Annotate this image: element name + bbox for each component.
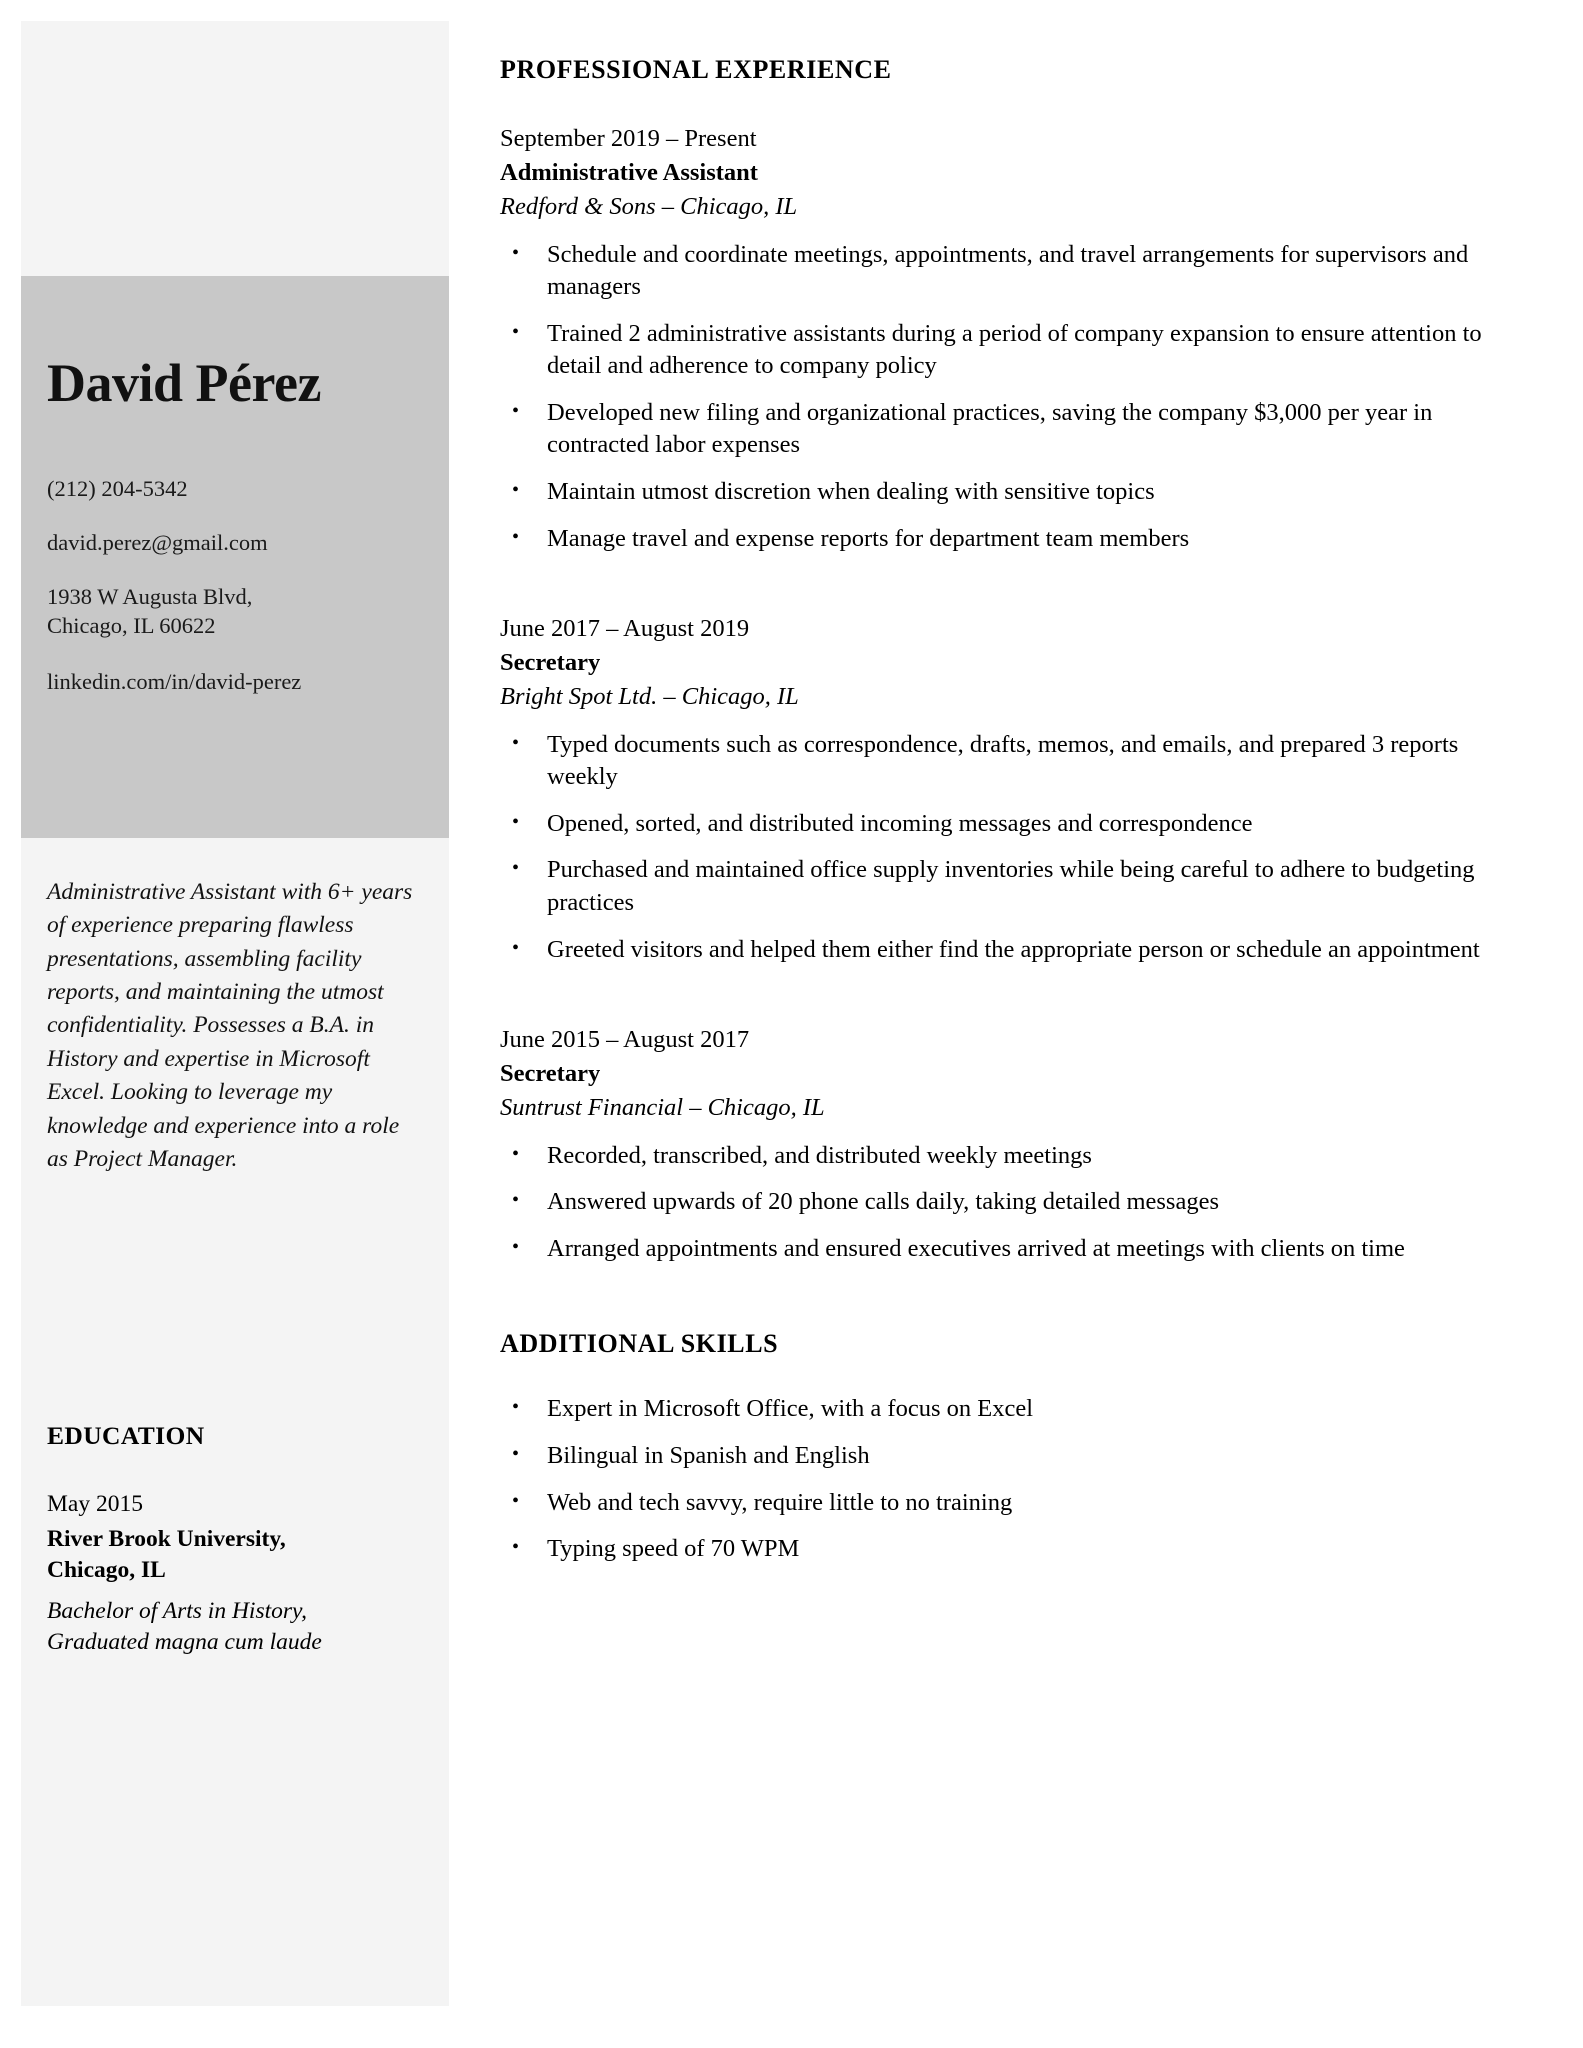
skill-bullet: • Expert in Microsoft Office, with a focus on Excel [500,1393,1500,1426]
degree-line-2: Graduated magna cum laude [47,1629,322,1656]
job-bullet-list [500,729,1500,966]
skill-bullet: • Web and tech savvy, require little to no training [500,1487,1500,1520]
job-company: Bright Spot Ltd. – Chicago, IL [500,682,799,710]
contact-address [47,583,423,641]
address-line-2: Chicago, IL 60622 [47,612,216,638]
experience-heading: PROFESSIONAL EXPERIENCE [500,55,892,84]
education-heading: EDUCATION [47,1421,205,1450]
contact-linkedin: linkedin.com/in/david-perez [47,668,302,694]
job-bullet: • Developed new filing and organizational practices, saving the company $3,000 per year in contracted labor expenses [500,397,1500,462]
job-bullet: • Recorded, transcribed, and distributed weekly meetings [500,1140,1500,1173]
skills-list [500,1393,1500,1565]
candidate-name: David Pérez [47,353,321,413]
job-bullet: • Purchased and maintained office supply inventories while being careful to adhere to budgeting practices [500,854,1500,919]
school-line-1: River Brook University, [47,1525,286,1552]
address-line-1: 1938 W Augusta Blvd, [47,583,253,609]
job-date: June 2015 – August 2017 [500,1026,750,1054]
job-company: Suntrust Financial – Chicago, IL [500,1093,825,1121]
education-date: May 2015 [47,1491,143,1517]
experience-entry [500,613,1500,966]
job-bullet-list [500,239,1500,556]
education-degree [47,1596,423,1659]
job-bullet: • Typed documents such as correspondence, drafts, memos, and emails, and prepared 3 reports weekly [500,729,1500,794]
sidebar [21,21,449,2006]
experience-entry [500,1024,1500,1265]
job-title: Administrative Assistant [500,158,758,186]
job-date: September 2019 – Present [500,125,757,152]
job-bullet: • Arranged appointments and ensured executives arrived at meetings with clients on time [500,1233,1500,1266]
degree-line-1: Bachelor of Arts in History, [47,1597,308,1624]
job-company: Redford & Sons – Chicago, IL [500,192,798,220]
contact-email: david.perez@gmail.com [47,530,268,556]
experience-list [500,123,1500,1329]
experience-entry [500,123,1500,555]
job-bullet: • Trained 2 administrative assistants during a period of company expansion to ensure attention to detail and adherence to company policy [500,318,1500,383]
job-bullet: • Manage travel and expense reports for department team members [500,523,1500,556]
education-school [47,1524,423,1586]
education-section [21,1421,449,1659]
skill-bullet: • Typing speed of 70 WPM [500,1533,1500,1566]
skills-heading: ADDITIONAL SKILLS [500,1329,779,1359]
job-title: Secretary [500,1060,601,1087]
job-bullet: • Greeted visitors and helped them either find the appropriate person or schedule an appointment [500,934,1500,967]
job-bullet-list [500,1140,1500,1266]
section-spacer [500,980,1500,1024]
professional-summary [21,876,449,1176]
section-spacer [500,569,1500,613]
section-spacer [500,1279,1500,1329]
job-bullet: • Maintain utmost discretion when dealing with sensitive topics [500,476,1500,509]
job-bullet: • Answered upwards of 20 phone calls daily, taking detailed messages [500,1186,1500,1219]
contact-phone: (212) 204-5342 [47,476,188,502]
contact-list [47,475,423,696]
job-title: Secretary [500,649,601,676]
main-column [500,55,1500,1580]
job-date: June 2017 – August 2019 [500,615,750,643]
school-line-2: Chicago, IL [47,1556,166,1583]
summary-text: Administrative Assistant with 6+ years of experience preparing flawless presentations, assembling facility reports, and maintaining the utmost confidentiality. Possesses a B.A. in History and expertise in Microsoft Excel. Looking to leverage my knowledge and experience into a role as Project Manager. [47,879,413,1172]
name-and-contact-block [21,276,449,838]
job-bullet: • Schedule and coordinate meetings, appointments, and travel arrangements for supervisors and managers [500,239,1500,304]
job-bullet: • Opened, sorted, and distributed incoming messages and correspondence [500,808,1500,841]
skill-bullet: • Bilingual in Spanish and English [500,1440,1500,1473]
